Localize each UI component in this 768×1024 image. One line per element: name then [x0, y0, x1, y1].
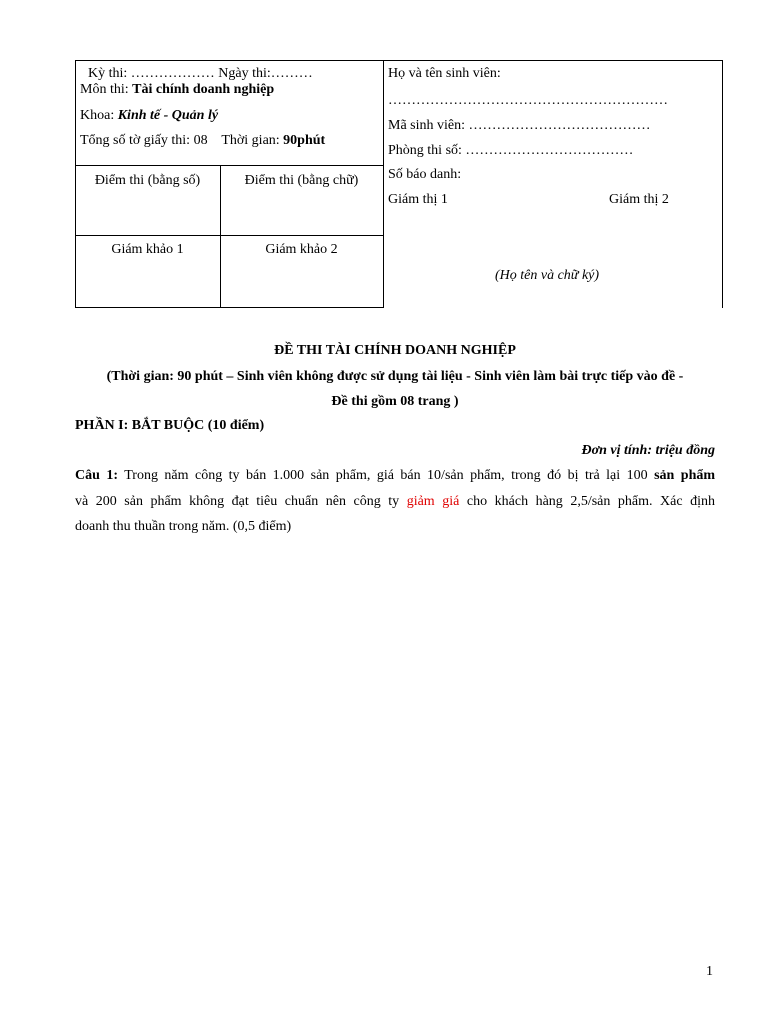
unit-note: Đơn vị tính: triệu đồng [581, 443, 715, 458]
question1-label: Câu 1: [75, 468, 119, 483]
proctor2-label: Giám thị 2 [609, 192, 669, 207]
faculty-label: Khoa: [80, 108, 115, 123]
question1-bold-phrase: sản phẩm [654, 468, 716, 483]
proctor1-label: Giám thị 1 [388, 192, 448, 207]
question1-text-c: cho khách hàng 2,5/sản phẩm. Xác định [466, 494, 716, 509]
table-middle-divider [383, 60, 384, 308]
grader1-label: Giám khảo 1 [111, 242, 184, 257]
question1-text-b: và 200 sản phẩm không đạt tiêu chuẩn nên công ty [75, 494, 400, 509]
sheets-label: Tổng số tờ giấy thi: 08 [80, 133, 208, 148]
exam-session-line: Kỳ thi: ……………… Ngày thi:……… [88, 66, 313, 81]
exam-instructions-line2: Đề thi gồm 08 trang ) [331, 394, 459, 409]
exam-instructions-line1: (Thời gian: 90 phút – Sinh viên không được sử dụng tài liệu - Sinh viên làm bài trực tiếp vào đề - [106, 369, 684, 384]
signature-note: (Họ tên và chữ ký) [495, 268, 600, 283]
question1-line3: doanh thu thuần trong năm. (0,5 điểm) [75, 519, 292, 534]
student-id-field[interactable]: Mã sinh viên: ………………………………… [388, 118, 651, 133]
score-number-label: Điểm thi (bằng số) [94, 173, 201, 188]
grader2-label: Giám khảo 2 [265, 242, 338, 257]
grader-row-top [75, 235, 384, 236]
student-name-field[interactable]: …………………………………………………… [388, 93, 668, 108]
score-row-top [75, 165, 384, 166]
table-left-bottom-border [75, 307, 384, 308]
question1-red-phrase: giảm giá [406, 494, 460, 509]
question1-line1 [75, 468, 715, 484]
question1-text-a: Trong năm công ty bán 1.000 sản phẩm, giá bán 10/sản phẩm, trong đó bị trả lại 100 [124, 468, 648, 483]
subject-line [80, 82, 274, 98]
sheets-time-line [80, 133, 325, 149]
time-label: Thời gian: [221, 133, 280, 148]
subject-label: Môn thi: [80, 82, 129, 97]
faculty-value: Kinh tế - Quản lý [117, 108, 219, 123]
table-right-border [722, 60, 723, 308]
exam-title: ĐỀ THI TÀI CHÍNH DOANH NGHIỆP [274, 343, 516, 358]
table-top-border [75, 60, 723, 61]
subject-value: Tài chính doanh nghiệp [132, 82, 275, 97]
page-number: 1 [706, 964, 713, 979]
room-field[interactable]: Phòng thi số: ……………………………… [388, 143, 634, 158]
student-name-label: Họ và tên sinh viên: [388, 66, 501, 81]
time-value: 90phút [283, 133, 326, 148]
part1-heading: PHẦN I: BẮT BUỘC (10 điểm) [75, 418, 265, 433]
score-word-label: Điểm thi (bằng chữ) [244, 173, 359, 188]
question1-line2 [75, 494, 715, 510]
faculty-line [80, 108, 218, 124]
candidate-number-label: Số báo danh: [388, 167, 462, 182]
